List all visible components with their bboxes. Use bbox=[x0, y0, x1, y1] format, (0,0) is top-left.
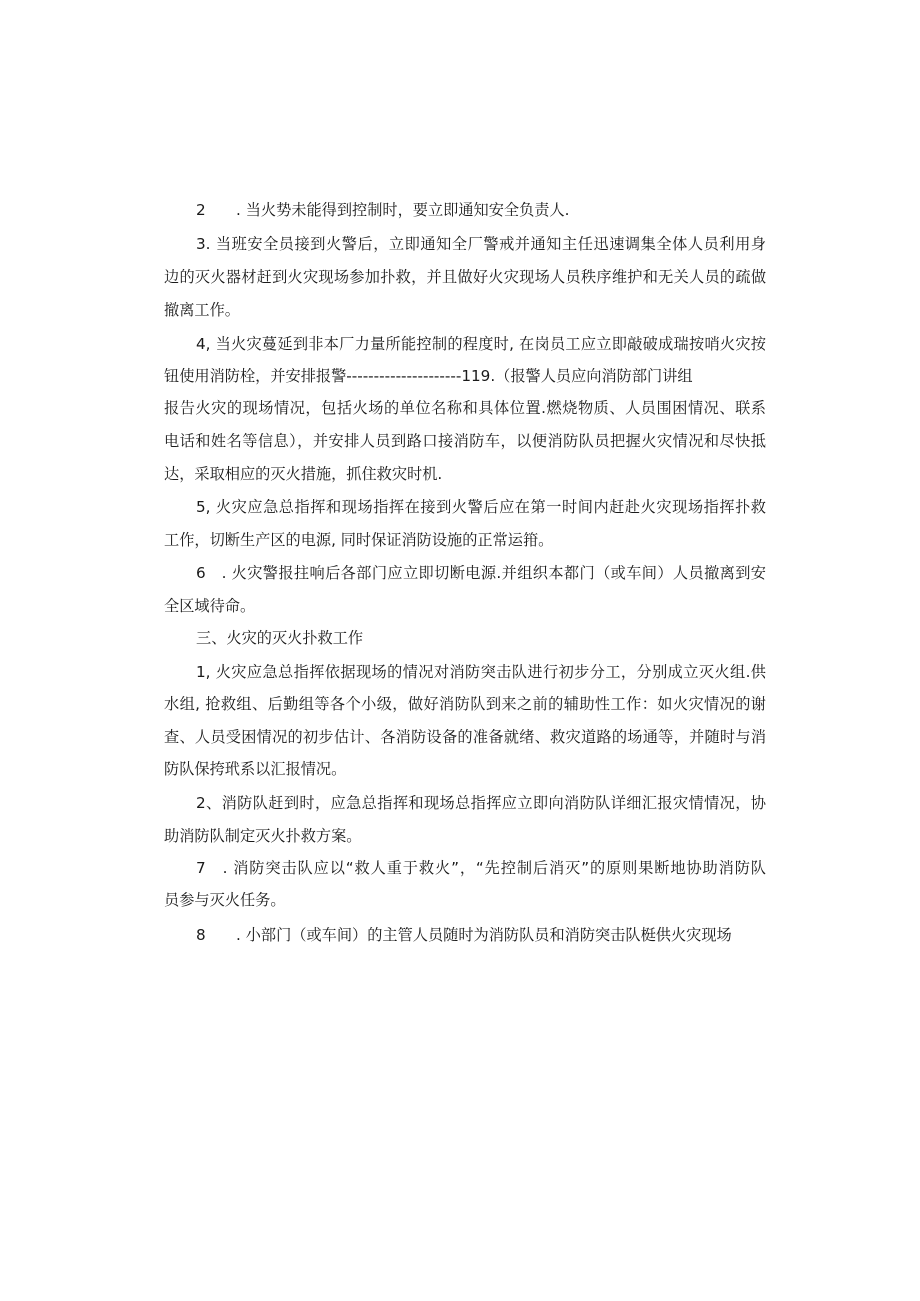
text-line-9: 达，采取相应的灭火措施，抓住救灾时机. bbox=[164, 465, 443, 483]
text-line-8: 电话和姓名等信息），并安排人员到路口接消防车，以便消防队员把握火灾情况和尽快抵 bbox=[164, 432, 766, 450]
text-line-6: 钮使用消防栓，并安排报警---------------------119.（报警人员应向消防部门讲组 bbox=[164, 367, 693, 385]
text-line-16: 水组, 抢救组、后勤组等各个小级，做好消防队到来之前的辅助性工作：如火灾情况的谢 bbox=[164, 695, 766, 713]
text-line-23: 8 . 小部门（或车间）的主管人员随时为消防队员和消防突击队梃供火灾现场 bbox=[196, 926, 732, 944]
text-line-2: 3. 当班安全员接到火警后，立即通知全厂警戒并通知主任迅速调集全体人员利用身 bbox=[196, 235, 766, 253]
text-line-15: 1, 火灾应急总指挥依据现场的情况对消防突击队进行初步分工，分别成立灭火组.供 bbox=[196, 663, 766, 681]
text-line-20: 助消防队制定灭火扑救方案。 bbox=[164, 827, 362, 845]
text-line-5: 4, 当火灾蔓延到非本厂力量所能控制的程度时, 在岗员工应立即敲破成瑞按哨火灾按 bbox=[196, 335, 766, 353]
text-line-12: 6 . 火灾警报拄响后各部门应立即切断电源.并组织本都门（或车间）人员撤离到安 bbox=[196, 564, 766, 582]
text-line-19: 2、消防队赶到时，应急总指挥和现场总指挥应立即向消防队详细汇报灾情情况，协 bbox=[196, 794, 766, 812]
text-line-3: 边的灭火器材赶到火灾现场参加扑救，并且做好火灾现场人员秩序维护和无关人员的疏做 bbox=[164, 268, 766, 286]
section-heading: 三、火灾的灭火扑救工作 bbox=[196, 629, 364, 647]
text-line-18: 防队保挎玳系以汇报情况。 bbox=[164, 760, 347, 778]
text-line-21: 7 . 消防突击队应以“救人重于救火”，“先控制后消灭”的原则果断地协助消防队 bbox=[196, 859, 766, 877]
text-line-10: 5, 火灾应急总指挥和现场指挥在接到火警后应在第一时间内赶赴火灾现场指挥扑救 bbox=[196, 498, 766, 516]
text-line-1: 2 . 当火势未能得到控制时，要立即通知安全负责人. bbox=[196, 201, 570, 219]
text-line-4: 撤离工作。 bbox=[164, 301, 240, 319]
text-line-22: 员参与灭火任务。 bbox=[164, 891, 286, 909]
text-line-17: 查、人员受困情况的初步估计、各消防设备的准备就绪、救灾道路的场通等，并随时与消 bbox=[164, 728, 766, 746]
text-line-7: 报告火灾的现场情况，包括火场的单位名称和具体位置.燃烧物质、人员围困情况、联系 bbox=[164, 399, 766, 417]
text-line-13: 全区域待命。 bbox=[164, 597, 256, 615]
text-line-11: 工作，切断生产区的电源, 同时保证消防设施的正常运箝。 bbox=[164, 531, 554, 549]
